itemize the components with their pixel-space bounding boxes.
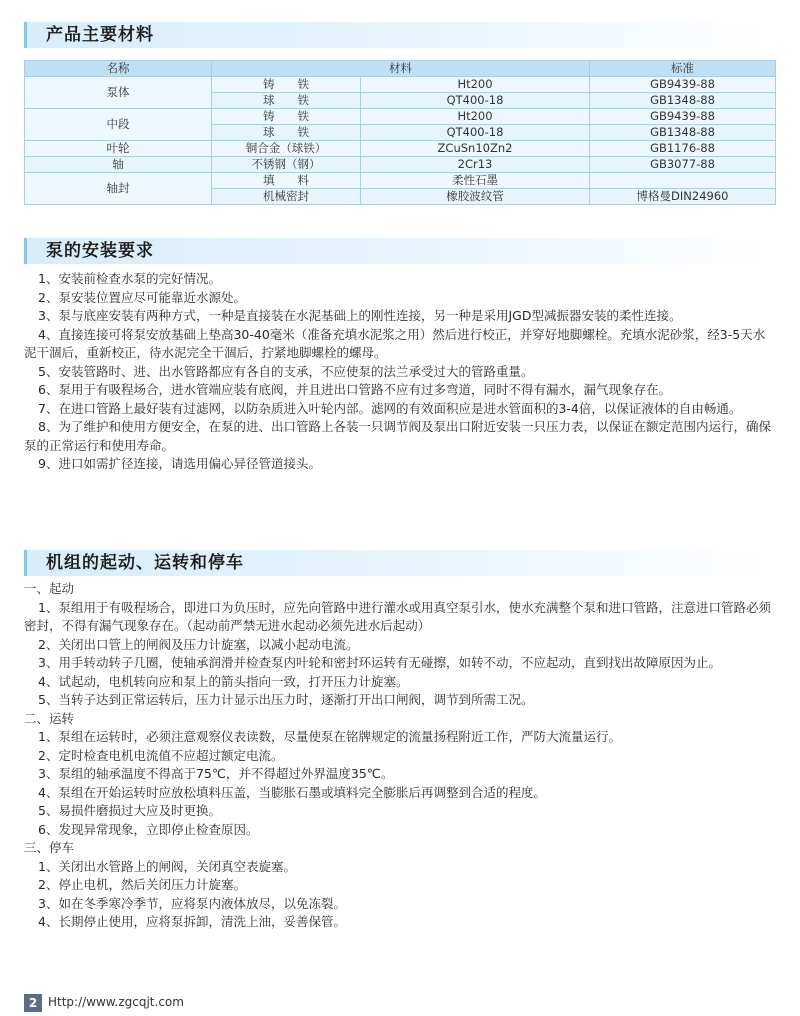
website-url[interactable]: Http://www.zgcqjt.com xyxy=(48,995,184,1009)
header-name: 名称 xyxy=(25,61,212,77)
table-row xyxy=(25,141,776,157)
section-title-materials: 产品主要材料 xyxy=(46,25,154,45)
section-title-operation: 机组的起动、运转和停车 xyxy=(46,553,244,573)
cell-name: 轴 xyxy=(25,157,212,173)
cell-name: 轴封 xyxy=(25,173,212,205)
install-item: 7、在进口管路上最好装有过滤网，以防杂质进入叶轮内部。滤网的有效面积应是进水管面积的3-4倍，以保证液体的自由畅通。 xyxy=(38,400,742,416)
start-item: 1、泵组用于有吸程场合，即进口为负压时，应先向管路中进行灌水或用真空泵引水，使水充满整个泵和进口管路，注意进口管路必须密封，不得有漏气现象存在。（起动前严禁无进水起动必须先进水后起动） xyxy=(24,599,771,633)
cell-standard: GB9439-88 xyxy=(590,109,776,125)
install-item: 5、安装管路时、进、出水管路都应有各自的支承，不应使泵的法兰承受过大的管路重量。 xyxy=(38,363,534,379)
table-row xyxy=(25,109,776,125)
table-row xyxy=(25,157,776,173)
run-item: 4、泵组在开始运转时应放松填料压盖，当膨胀石墨或填料完全膨胀后再调整到合适的程度。 xyxy=(38,784,546,800)
materials-table xyxy=(24,60,776,205)
install-item: 3、泵与底座安装有两种方式，一种是直接装在水泥基础上的刚性连接，另一种是采用JGD型减振器安装的柔性连接。 xyxy=(38,308,682,323)
cell-material: 球 铁 xyxy=(212,93,361,109)
table-row xyxy=(25,77,776,93)
install-item: 9、进口如需扩径连接，请选用偏心异径管道接头。 xyxy=(38,456,321,471)
section-title-install: 泵的安装要求 xyxy=(46,241,154,261)
table-row xyxy=(25,173,776,189)
install-item: 8、为了维护和使用方便安全，在泵的进、出口管路上各装一只调节阀及泵出口附近安装一只压力表，以保证在额定范围内运行，确保泵的正常运行和使用寿命。 xyxy=(24,419,771,453)
cell-grade: ZCuSn10Zn2 xyxy=(361,141,590,157)
cell-standard: GB1348-88 xyxy=(590,93,776,109)
cell-name: 叶轮 xyxy=(25,141,212,157)
cell-grade: 柔性石墨 xyxy=(361,173,590,189)
page-footer xyxy=(24,992,184,1012)
stop-item: 4、长期停止使用，应将泵拆卸，清洗上油，妥善保管。 xyxy=(38,914,346,929)
cell-material: 铜合金（球铁） xyxy=(212,141,361,157)
cell-grade: QT400-18 xyxy=(361,93,590,109)
start-item: 5、当转子达到正常运转后，压力计显示出压力时，逐渐打开出口闸阀，调节到所需工况。 xyxy=(38,692,534,707)
cell-standard: GB9439-88 xyxy=(590,77,776,93)
install-requirements xyxy=(24,270,776,474)
start-item: 3、用手转动转子几圈，使轴承润滑并检查泵内叶轮和密封环运转有无碰擦，如转不动，不应起动，直到找出故障原因为止。 xyxy=(38,655,721,670)
cell-grade: 橡胶波纹管 xyxy=(361,189,590,205)
stop-item: 2、停止电机，然后关闭压力计旋塞。 xyxy=(38,877,246,892)
cell-material: 铸 铁 xyxy=(212,77,361,93)
cell-grade: QT400-18 xyxy=(361,125,590,141)
header-material: 材料 xyxy=(212,61,590,77)
cell-material: 不锈钢（钢） xyxy=(212,157,361,173)
cell-standard: GB1348-88 xyxy=(590,125,776,141)
start-heading: 一、起动 xyxy=(24,581,75,596)
cell-standard xyxy=(590,173,776,189)
install-item: 2、泵安装位置应尽可能靠近水源处。 xyxy=(38,289,246,305)
install-item: 1、安装前检查水泵的完好情况。 xyxy=(38,271,221,286)
table-header-row xyxy=(25,61,776,77)
cell-material: 铸 铁 xyxy=(212,109,361,125)
cell-grade: 2Cr13 xyxy=(361,157,590,173)
start-item: 2、关闭出口管上的闸阀及压力计旋塞，以减小起动电流。 xyxy=(38,636,359,652)
header-standard: 标准 xyxy=(590,61,776,77)
install-item: 6、泵用于有吸程场合，进水管端应装有底阀，并且进出口管路不应有过多弯道，同时不得有漏水，漏气现象存在。 xyxy=(38,382,671,397)
cell-material: 机械密封 xyxy=(212,189,361,205)
run-item: 5、易损件磨损过大应及时更换。 xyxy=(38,803,221,818)
stop-heading: 三、停车 xyxy=(24,840,75,855)
cell-material: 球 铁 xyxy=(212,125,361,141)
cell-standard: GB1176-88 xyxy=(590,141,776,157)
run-item: 2、定时检查电机电流值不应超过额定电流。 xyxy=(38,747,284,763)
cell-standard: 博格曼DIN24960 xyxy=(590,189,776,205)
stop-item: 1、关闭出水管路上的闸阀，关闭真空表旋塞。 xyxy=(38,858,296,874)
cell-grade: Ht200 xyxy=(361,77,590,93)
cell-standard: GB3077-88 xyxy=(590,157,776,173)
operation-instructions xyxy=(24,580,776,932)
run-item: 3、泵组的轴承温度不得高于75℃，并不得超过外界温度35℃。 xyxy=(38,766,394,781)
run-item: 1、泵组在运转时，必须注意观察仪表读数，尽量使泵在铭牌规定的流量扬程附近工作，严防大流量运行。 xyxy=(38,729,621,744)
install-item: 4、直接连接可将泵安放基础上垫高30-40毫米（准备充填水泥浆之用）然后进行校正，并穿好地脚螺栓。充填水泥砂浆，经3-5天水泥干涸后，重新校正，待水泥完全干涸后，拧紧地脚螺栓的螺母。 xyxy=(24,326,766,360)
run-item: 6、发现异常现象，立即停止检查原因。 xyxy=(38,821,259,837)
cell-name: 泵体 xyxy=(25,77,212,109)
cell-grade: Ht200 xyxy=(361,109,590,125)
start-item: 4、试起动，电机转向应和泵上的箭头指向一致，打开压力计旋塞。 xyxy=(38,673,409,689)
cell-material: 填 料 xyxy=(212,173,361,189)
page-number: 2 xyxy=(24,994,42,1012)
cell-name: 中段 xyxy=(25,109,212,141)
stop-item: 3、如在冬季寒冷季节，应将泵内液体放尽，以免冻裂。 xyxy=(38,895,346,911)
run-heading: 二、运转 xyxy=(24,710,75,726)
